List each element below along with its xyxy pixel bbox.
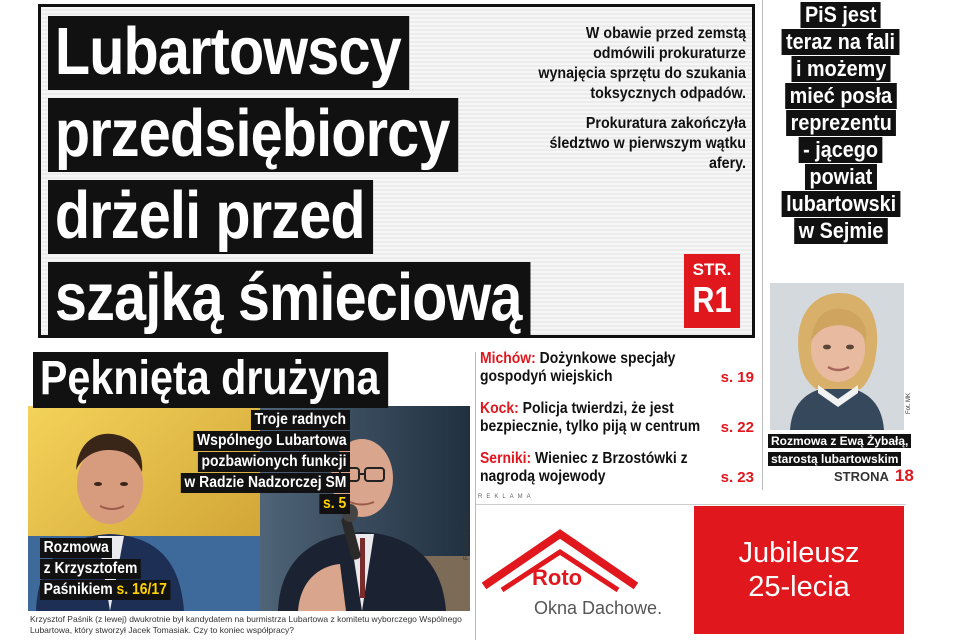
- lead-page-badge[interactable]: [684, 254, 740, 328]
- teaser-list: [480, 350, 758, 500]
- troje-radnych-teaser[interactable]: [150, 410, 350, 515]
- story-title[interactable]: Pęknięta drużyna: [33, 352, 388, 408]
- teaser-line: Troje radnych: [251, 410, 350, 430]
- page-badge-label: STR.: [692, 260, 732, 279]
- teaser-page: s. 19: [720, 369, 754, 386]
- teaser-line: Wspólnego Lubartowa: [193, 431, 350, 451]
- headline-line: przedsiębiorcy: [48, 98, 458, 172]
- interview-name: Paśnikiem: [43, 581, 113, 598]
- teaser-line: pozbawionych funkcji: [198, 452, 350, 472]
- lead-headline[interactable]: [48, 16, 588, 344]
- starosta-portrait: [770, 283, 904, 430]
- headline-line: Lubartowscy: [48, 16, 409, 90]
- caption-line: Rozmowa z Ewą Żybałą,: [768, 434, 911, 448]
- interview-name-line: [40, 580, 171, 600]
- teaser-item[interactable]: [480, 400, 758, 450]
- teaser-place: Serniki:: [480, 450, 532, 467]
- teaser-line: w Radzie Nadzorczej SM: [181, 473, 350, 493]
- portrait-caption[interactable]: [768, 432, 909, 468]
- strona-label: STRONA: [834, 469, 889, 484]
- teaser-text: Dożynkowe specjały gospodyń wiejskich: [480, 350, 676, 385]
- teaser-text: Wieniec z Brzostówki z nagrodą wojewody: [480, 450, 688, 485]
- quote-line: powiat: [805, 164, 877, 190]
- lead-paragraph: W obawie przed zemstą odmówili prokuraturze wynajęcia sprzętu do szukania toksycznych odpadów.: [538, 25, 746, 102]
- jubilee-line: 25-lecia: [748, 571, 850, 603]
- quote-line: teraz na fali: [782, 29, 900, 55]
- photo-credit: Fot. MK: [906, 392, 912, 414]
- quote-line: - jącego: [799, 137, 883, 163]
- teaser-place: Michów:: [480, 350, 536, 367]
- jubilee-line: Jubileusz: [738, 537, 860, 569]
- interview-line: z Krzysztofem: [40, 559, 141, 579]
- interview-page: s. 16/17: [116, 581, 167, 598]
- quote-line: PiS jest: [801, 2, 882, 28]
- teaser-item[interactable]: [480, 450, 758, 500]
- photo-credit: Fot. Marek Kozyk: [464, 513, 470, 560]
- teaser-item[interactable]: [480, 350, 758, 400]
- quote-line: i możemy: [791, 56, 890, 82]
- quote-line: w Sejmie: [794, 218, 888, 244]
- teaser-text: Policja twierdzi, że jest bezpiecznie, tylko piją w centrum: [480, 400, 701, 435]
- interview-teaser[interactable]: [40, 538, 210, 601]
- page-badge-number: R1: [692, 279, 732, 320]
- teaser-page: s. 5: [320, 494, 350, 514]
- teaser-page: s. 22: [720, 419, 754, 436]
- quote-line: reprezentu: [786, 110, 896, 136]
- teaser-place: Kock:: [480, 400, 519, 417]
- photo-caption: Krzysztof Paśnik (z lewej) dwukrotnie był kandydatem na burmistrza Lubartowa z komitetu wyborczego Wspólnego Lubartowa, który stworzył Jacek Tomasiak. Czy to koniec współpracy?: [30, 614, 462, 635]
- ad-brand: Roto: [532, 565, 583, 590]
- teaser-page: s. 23: [720, 469, 754, 486]
- portrait-illustration: [770, 283, 904, 430]
- quote-line: lubartowski: [781, 191, 900, 217]
- strona-number: 18: [894, 466, 914, 485]
- lead-paragraph: Prokuratura zakończyła śledztwo w pierwszym wątku afery.: [549, 115, 746, 172]
- ad-label: REKLAMA: [478, 494, 535, 500]
- ad-jubilee-panel[interactable]: [694, 506, 904, 634]
- lead-summary: [520, 24, 746, 184]
- side-page-ref[interactable]: [834, 466, 914, 486]
- side-quote[interactable]: [766, 2, 916, 245]
- headline-line: drżeli przed: [48, 180, 373, 254]
- ad-tagline: Okna Dachowe.: [534, 598, 663, 618]
- quote-line: mieć posła: [785, 83, 896, 109]
- headline-line: szajką śmieciową: [48, 262, 530, 336]
- caption-line: starostą lubartowskim: [768, 452, 901, 466]
- interview-line: Rozmowa: [40, 538, 112, 558]
